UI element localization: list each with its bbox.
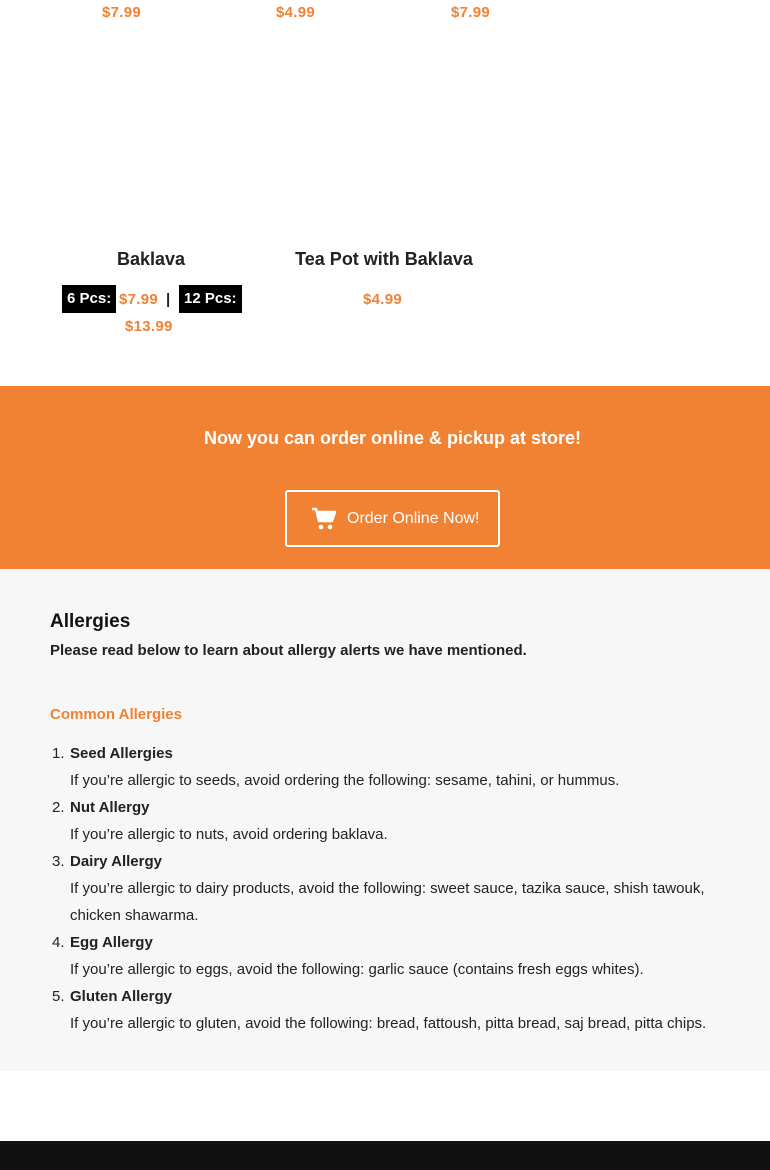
list-number: 3.	[52, 853, 65, 870]
price-12-pcs: $13.99	[125, 318, 173, 335]
allergy-description: If you’re allergic to eggs, avoid the following: garlic sauce (contains fresh eggs whites).	[70, 961, 644, 978]
tag-12-pcs: 12 Pcs:	[179, 285, 242, 313]
list-item	[50, 848, 730, 929]
allergy-description: If you’re allergic to nuts, avoid ordering baklava.	[70, 826, 388, 843]
list-item	[50, 929, 730, 983]
allergy-name: Seed Allergies	[70, 745, 173, 762]
product-price-options	[62, 285, 242, 335]
banner-title: Now you can order online & pickup at store!	[203, 428, 582, 448]
product-price: $7.99	[451, 4, 491, 21]
price-separator: |	[166, 291, 171, 308]
footer	[0, 1141, 770, 1170]
allergies-title: Allergies	[50, 611, 131, 632]
product-price: $4.99	[276, 4, 316, 21]
allergy-description: If you’re allergic to seeds, avoid ordering the following: sesame, tahini, or hummus.	[70, 772, 620, 789]
product-price: $7.99	[102, 4, 142, 21]
list-number: 1.	[52, 745, 65, 762]
allergies-subtitle: Please read below to learn about allergy alerts we have mentioned.	[50, 642, 527, 659]
list-item	[50, 740, 730, 794]
cart-icon	[311, 507, 337, 531]
order-online-button[interactable]	[285, 490, 500, 547]
order-online-banner	[0, 386, 770, 569]
price-6-pcs: $7.99	[119, 291, 159, 308]
common-allergies-heading: Common Allergies	[50, 706, 182, 723]
allergy-name: Gluten Allergy	[70, 988, 172, 1005]
previous-row-prices	[0, 0, 770, 30]
allergy-list	[50, 740, 730, 1037]
allergy-name: Egg Allergy	[70, 934, 153, 951]
tag-6-pcs: 6 Pcs:	[62, 285, 116, 313]
list-number: 2.	[52, 799, 65, 816]
allergy-name: Dairy Allergy	[70, 853, 162, 870]
list-number: 4.	[52, 934, 65, 951]
list-item	[50, 794, 730, 848]
list-item	[50, 983, 730, 1037]
allergy-name: Nut Allergy	[70, 799, 150, 816]
allergy-description: If you’re allergic to dairy products, avoid the following: sweet sauce, tazika sauce, shish tawouk, chicken shawarma.	[70, 880, 705, 924]
product-name: Baklava	[116, 249, 186, 269]
allergy-description: If you’re allergic to gluten, avoid the following: bread, fattoush, pitta bread, saj bread, pitta chips.	[70, 1015, 707, 1032]
order-online-label: Order Online Now!	[347, 510, 480, 527]
product-name: Tea Pot with Baklava	[295, 249, 473, 269]
product-price: $4.99	[363, 291, 403, 308]
allergies-section	[0, 569, 770, 1071]
list-number: 5.	[52, 988, 65, 1005]
